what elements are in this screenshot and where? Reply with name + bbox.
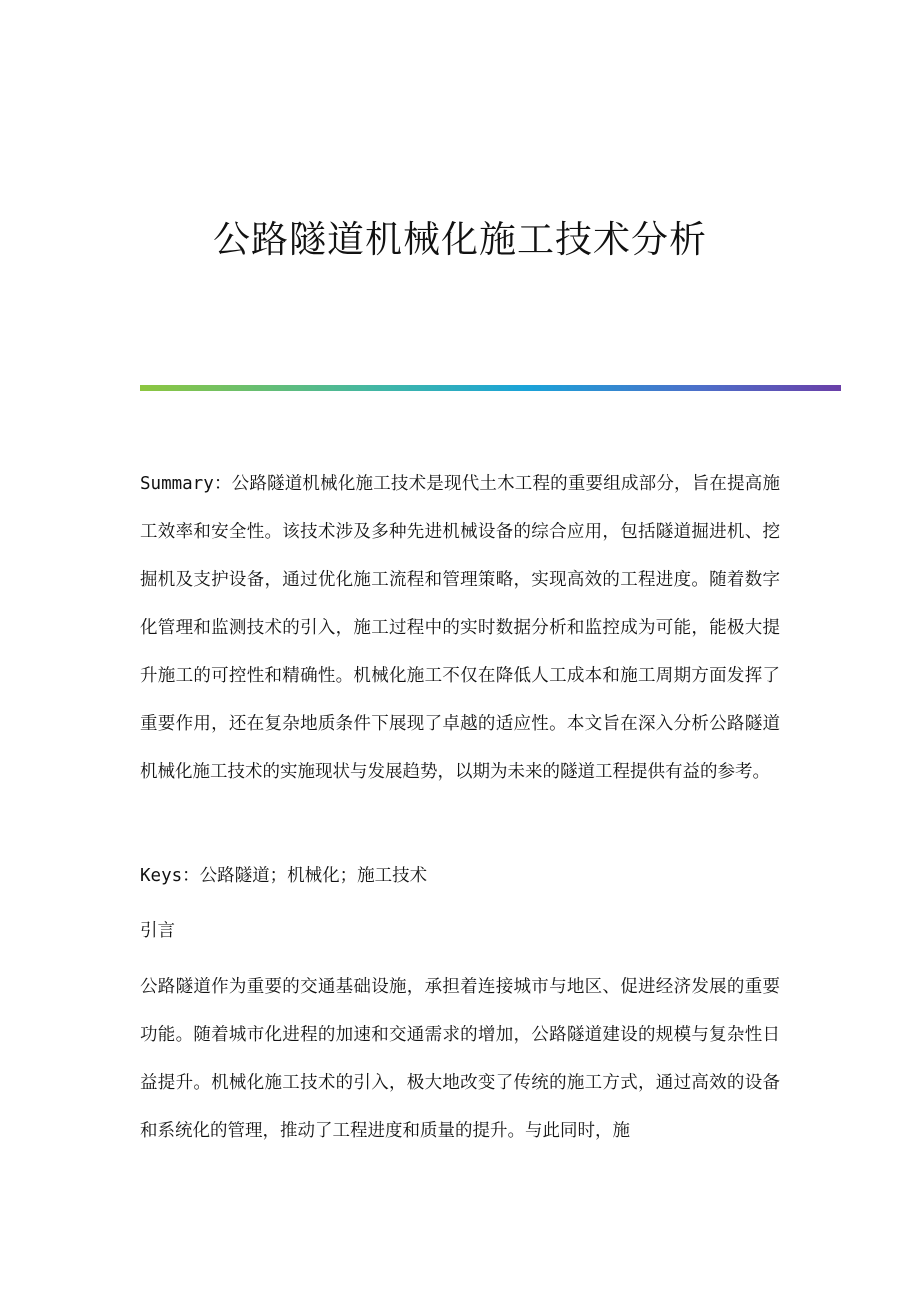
intro-paragraph: 公路隧道作为重要的交通基础设施，承担着连接城市与地区、促进经济发展的重要功能。随着城市化进程的加速和交通需求的增加，公路隧道建设的规模与复杂性日益提升。机械化施工技术的引入，极大地改变了传统的施工方式，通过高效的设备和系统化的管理，推动了工程进度和质量的提升。与此同时，施	[140, 977, 780, 1141]
keys-label: Keys：	[140, 866, 200, 886]
page-title: 公路隧道机械化施工技术分析	[213, 218, 707, 261]
summary-paragraph	[140, 460, 780, 796]
summary-label: Summary：	[140, 474, 232, 494]
keys-text: 公路隧道；机械化；施工技术	[199, 866, 428, 886]
title-divider	[140, 385, 841, 391]
summary-text: 公路隧道机械化施工技术是现代土木工程的重要组成部分，旨在提高施工效率和安全性。该技术涉及多种先进机械设备的综合应用，包括隧道掘进机、挖掘机及支护设备，通过优化施工流程和管理策略，实现高效的工程进度。随着数字化管理和监测技术的引入，施工过程中的实时数据分析和监控成为可能，能极大提升施工的可控性和精确性。机械化施工不仅在降低人工成本和施工周期方面发挥了重要作用，还在复杂地质条件下展现了卓越的适应性。本文旨在深入分析公路隧道机械化施工技术的实施现状与发展趋势，以期为未来的隧道工程提供有益的参考。	[140, 474, 780, 782]
section-heading-introduction: 引言	[140, 921, 175, 941]
keywords-line	[140, 852, 780, 900]
